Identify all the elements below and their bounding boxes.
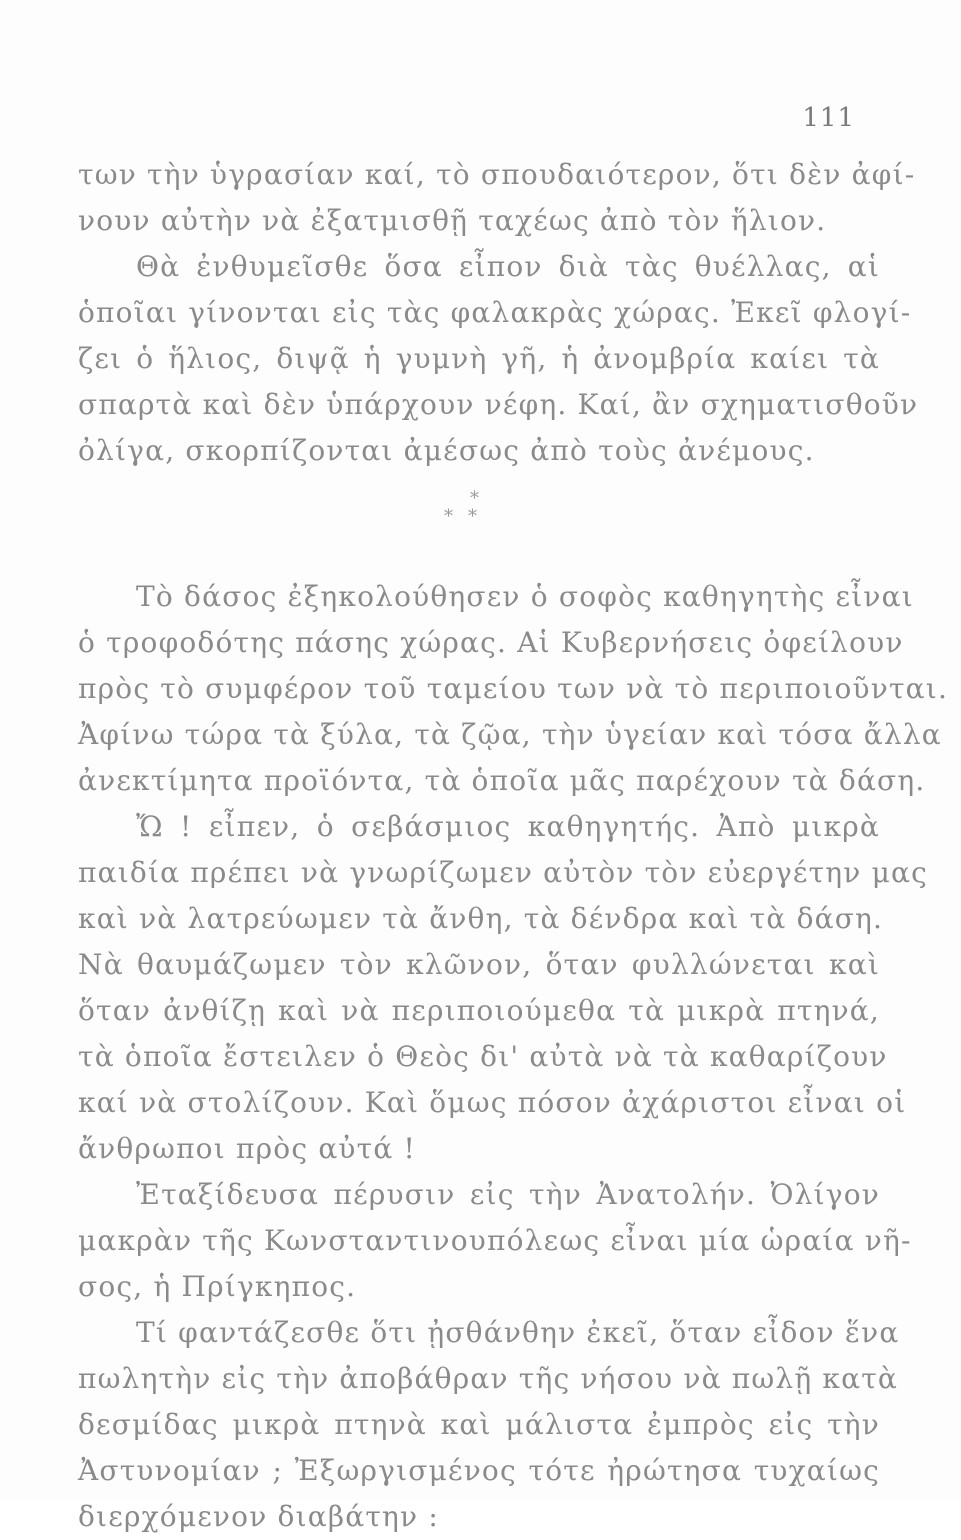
text-line: Ὤ ! εἶπεν, ὁ σεβάσμιος καθηγητής. Ἀπὸ μικρὰ [136, 810, 880, 843]
text-line: ζει ὁ ἥλιος, διψᾷ ἡ γυμνὴ γῆ, ἡ ἀνομβρία καίει τὰ [78, 342, 880, 375]
separator-star: * [444, 506, 453, 527]
separator-star: * [468, 506, 477, 527]
text-line: σος, ἡ Πρίγκηπος. [78, 1270, 357, 1303]
text-line: πρὸς τὸ συμφέρον τοῦ ταμείου των νὰ τὸ περιποιοῦνται. [78, 672, 949, 705]
text-line: Ἐταξίδευσα πέρυσιν εἰς τὴν Ἀνατολήν. Ὀλίγον [136, 1178, 880, 1211]
text-line: Τί φαντάζεσθε ὅτι ᾐσθάνθην ἐκεῖ, ὅταν εἶδον ἕνα [136, 1316, 900, 1349]
text-line: μακρὰν τῆς Κωνσταντινουπόλεως εἶναι μία ὡραία νῆ- [78, 1224, 912, 1257]
text-line: πωλητὴν εἰς τὴν ἀποβάθραν τῆς νήσου νὰ πωλῇ κατὰ [78, 1362, 899, 1395]
text-line: Ἀστυνομίαν ; Ἐξωργισμένος τότε ἠρώτησα τυχαίως [78, 1454, 880, 1487]
text-line: δεσμίδας μικρὰ πτηνὰ καὶ μάλιστα ἐμπρὸς εἰς τὴν [78, 1408, 880, 1441]
page-number: 111 [802, 103, 855, 133]
text-line: ἀνεκτίμητα προϊόντα, τὰ ὁποῖα μᾶς παρέχουν τὰ δάση. [78, 764, 926, 797]
text-line: νουν αὐτὴν νὰ ἐξατμισθῇ ταχέως ἀπὸ τὸν ἥλιον. [78, 204, 827, 237]
text-line: ὅταν ἀνθίζῃ καὶ νὰ περιποιούμεθα τὰ μικρὰ πτηνά, [78, 994, 880, 1027]
text-line: καί νὰ στολίζουν. Καὶ ὅμως πόσον ἀχάριστοι εἶναι οἱ [78, 1086, 907, 1119]
text-line: καὶ νὰ λατρεύωμεν τὰ ἄνθη, τὰ δένδρα καὶ τὰ δάση. [78, 902, 884, 935]
paragraph-block-2 [78, 574, 949, 1540]
text-line: Νὰ θαυμάζωμεν τὸν κλῶνον, ὅταν φυλλώνεται καὶ [78, 948, 880, 981]
text-line: Ἀφίνω τώρα τὰ ξύλα, τὰ ζῷα, τὴν ὑγείαν καὶ τόσα ἄλλα [78, 718, 942, 751]
separator-star: * [470, 488, 479, 509]
section-separator [0, 490, 961, 540]
text-line: Θὰ ἐνθυμεῖσθε ὅσα εἶπον διὰ τὰς θυέλλας, αἱ [136, 250, 880, 283]
paragraph-block-1 [78, 152, 919, 474]
text-line: ἄνθρωποι πρὸς αὐτά ! [78, 1132, 417, 1165]
text-line: σπαρτὰ καὶ δὲν ὑπάρχουν νέφη. Καί, ἂν σχηματισθοῦν [78, 388, 919, 421]
text-line: τὰ ὁποῖα ἔστειλεν ὁ Θεὸς δι' αὐτὰ νὰ τὰ καθαρίζουν [78, 1040, 888, 1073]
text-line: ὀλίγα, σκορπίζονται ἀμέσως ἀπὸ τοὺς ἀνέμους. [78, 434, 815, 467]
text-line: Τὸ δάσος ἐξηκολούθησεν ὁ σοφὸς καθηγητὴς εἶναι [136, 580, 914, 613]
text-line: των τὴν ὑγρασίαν καί, τὸ σπουδαιότερον, ὅτι δὲν ἀφί- [78, 158, 916, 191]
text-line: διερχόμενον διαβάτην : [78, 1500, 439, 1533]
text-line: παιδία πρέπει νὰ γνωρίζωμεν αὐτὸν τὸν εὐεργέτην μας [78, 856, 928, 889]
text-line: ὁποῖαι γίνονται εἰς τὰς φαλακρὰς χώρας. Ἐκεῖ φλογί- [78, 296, 912, 329]
text-line: ὁ τροφοδότης πάσης χώρας. Αἱ Κυβερνήσεις ὀφείλουν [78, 626, 904, 659]
